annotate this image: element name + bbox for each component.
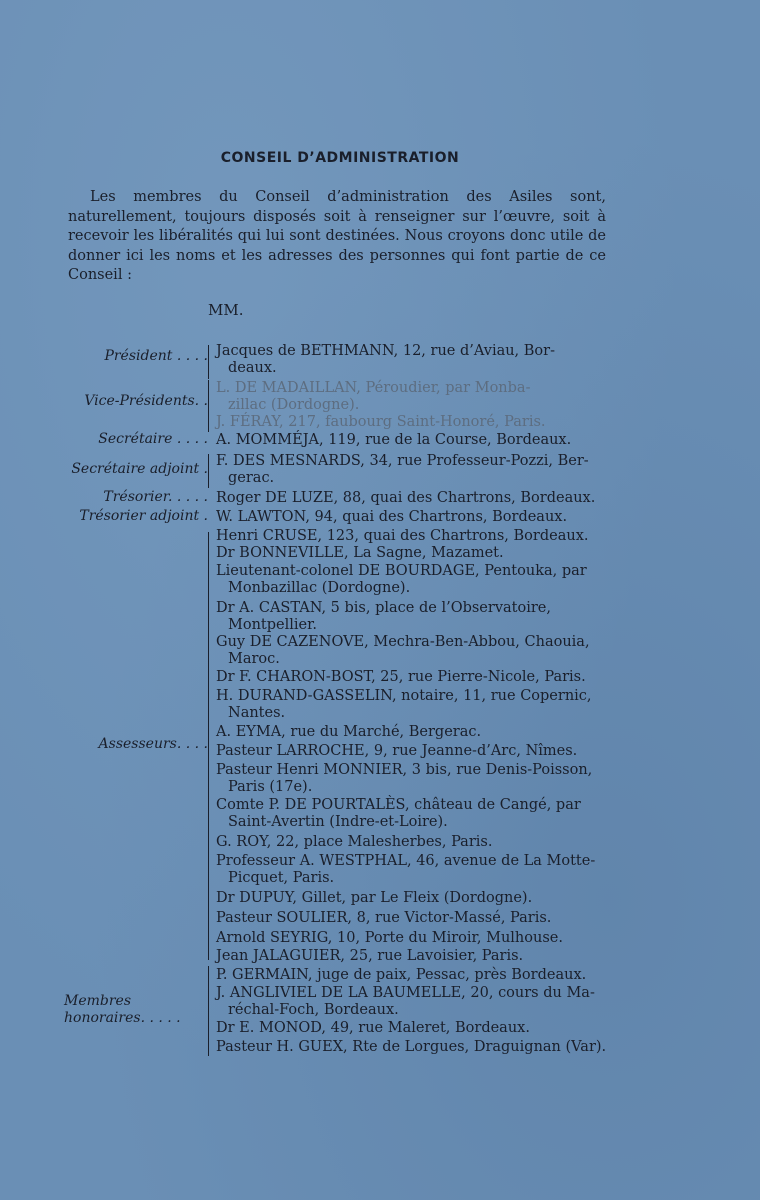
brace-vice-presidents bbox=[208, 380, 214, 432]
role-secretaire: Secrétaire . . . . bbox=[98, 431, 208, 447]
role-tresorier: Trésorier. . . . . bbox=[103, 489, 208, 505]
entry-assesseur: Lieutenant-colonel DE BOURDAGE, Pentouka, par Monbazillac (Dordogne). bbox=[216, 563, 587, 596]
entry-assesseur: Pasteur LARROCHE, 9, rue Jeanne-d’Arc, Nîmes. bbox=[216, 743, 578, 759]
entry-secretaire: A. MOMMÉJA, 119, rue de la Course, Bordeaux. bbox=[216, 432, 572, 448]
role-president: Président . . . . bbox=[104, 348, 208, 364]
entry-assesseur: Jean JALAGUIER, 25, rue Lavoisier, Paris. bbox=[216, 948, 524, 964]
entry-tresorier: Roger DE LUZE, 88, quai des Chartrons, Bordeaux. bbox=[216, 490, 596, 506]
role-secretaire-adjoint: Secrétaire adjoint . bbox=[71, 461, 208, 477]
entry-secretaire-adjoint: F. DES MESNARDS, 34, rue Professeur-Pozzi, Ber- gerac. bbox=[216, 453, 589, 486]
entry-assesseur: Dr A. CASTAN, 5 bis, place de l’Observatoire, Montpellier. bbox=[216, 600, 551, 633]
entry-tresorier-adjoint: W. LAWTON, 94, quai des Chartrons, Bordeaux. bbox=[216, 509, 568, 525]
entry-assesseur: Dr BONNEVILLE, La Sagne, Mazamet. bbox=[216, 545, 504, 561]
entry-membre-honoraire: J. ANGLIVIEL DE LA BAUMELLE, 20, cours du Ma- réchal-Foch, Bordeaux. bbox=[216, 985, 595, 1018]
entry-assesseur: Dr F. CHARON-BOST, 25, rue Pierre-Nicole, Paris. bbox=[216, 669, 586, 685]
entry-assesseur: H. DURAND-GASSELIN, notaire, 11, rue Copernic, Nantes. bbox=[216, 688, 592, 721]
entry-assesseur: Professeur A. WESTPHAL, 46, avenue de La Motte- Picquet, Paris. bbox=[216, 853, 596, 886]
entry-assesseur: Pasteur SOULIER, 8, rue Victor-Massé, Paris. bbox=[216, 910, 552, 926]
entry-membre-honoraire: Dr E. MONOD, 49, rue Maleret, Bordeaux. bbox=[216, 1020, 530, 1036]
role-vice-presidents: Vice-Présidents. . bbox=[84, 393, 208, 409]
intro-paragraph: Les membres du Conseil d’administration des Asiles sont, naturellement, toujours disposés soit à renseigner sur l’œuvre, soit à recevoir les libéralités qui lui sont destinées. Nous croyons donc utile de donner ici les noms et les adresses des personnes qui font partie de ce Conseil : bbox=[68, 189, 606, 283]
entry-assesseur: Dr DUPUY, Gillet, par Le Fleix (Dordogne). bbox=[216, 890, 533, 906]
brace-membres-honoraires bbox=[208, 966, 214, 1056]
entry-assesseur: Arnold SEYRIG, 10, Porte du Miroir, Mulhouse. bbox=[216, 930, 563, 946]
role-membres-honoraires: Membres honoraires. . . . . bbox=[64, 993, 181, 1026]
entry-vice-president-1: L. DE MADAILLAN, Péroudier, par Monba- zillac (Dordogne). bbox=[216, 380, 531, 413]
entry-assesseur: Guy DE CAZENOVE, Mechra-Ben-Abbou, Chaouia, Maroc. bbox=[216, 634, 590, 667]
entry-assesseur: G. ROY, 22, place Malesherbes, Paris. bbox=[216, 834, 493, 850]
page-title: CONSEIL D’ADMINISTRATION bbox=[220, 150, 460, 166]
entry-assesseur: Comte P. DE POURTALÈS, château de Cangé, par Saint-Avertin (Indre-et-Loire). bbox=[216, 797, 581, 830]
entry-assesseur: A. EYMA, rue du Marché, Bergerac. bbox=[216, 724, 482, 740]
brace-secretaire-adjoint bbox=[208, 454, 214, 488]
mm-heading: MM. bbox=[208, 301, 244, 319]
entry-vice-president-2: J. FÉRAY, 217, faubourg Saint-Honoré, Paris. bbox=[216, 414, 546, 430]
entry-membre-honoraire: P. GERMAIN, juge de paix, Pessac, près Bordeaux. bbox=[216, 967, 587, 983]
role-assesseurs: Assesseurs. . . . bbox=[98, 736, 208, 752]
role-tresorier-adjoint: Trésorier adjoint . bbox=[79, 508, 208, 524]
entry-president: Jacques de BETHMANN, 12, rue d’Aviau, Bor- deaux. bbox=[216, 343, 555, 376]
brace-assesseurs bbox=[208, 532, 214, 960]
entry-assesseur: Henri CRUSE, 123, quai des Chartrons, Bordeaux. bbox=[216, 528, 589, 544]
brace-president bbox=[208, 345, 214, 379]
entry-assesseur: Pasteur Henri MONNIER, 3 bis, rue Denis-Poisson, Paris (17e). bbox=[216, 762, 593, 795]
entry-membre-honoraire: Pasteur H. GUEX, Rte de Lorgues, Draguignan (Var). bbox=[216, 1039, 607, 1055]
